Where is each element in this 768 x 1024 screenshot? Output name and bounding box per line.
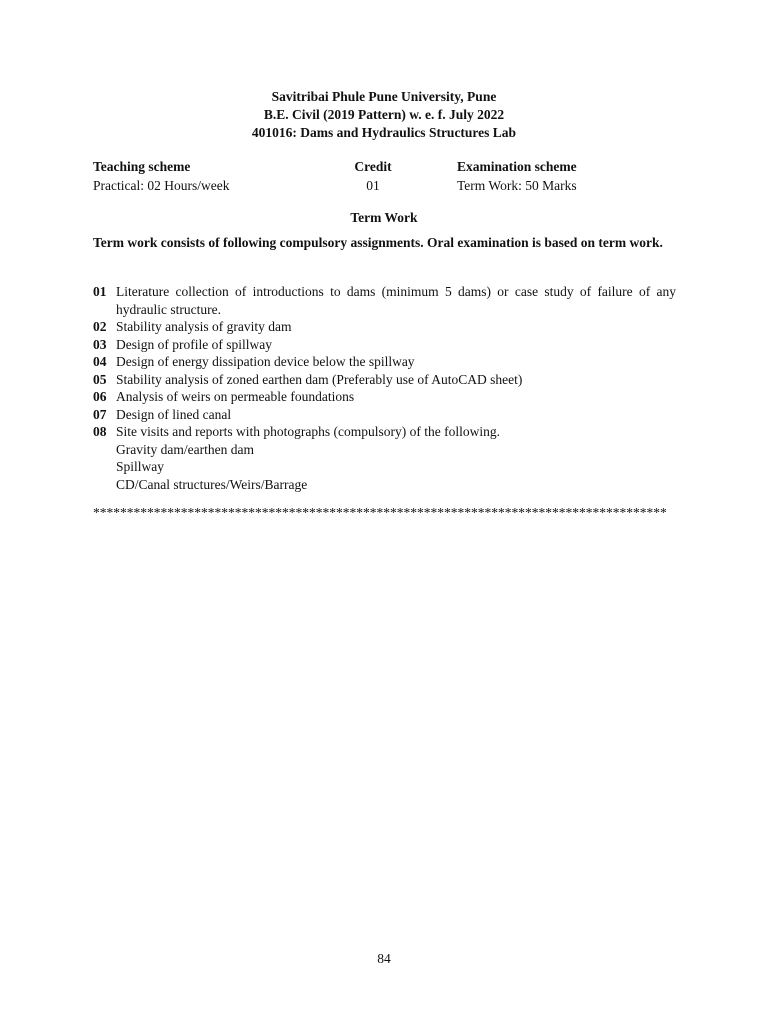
list-item <box>93 406 676 424</box>
item-text: Design of profile of spillway <box>116 336 272 352</box>
item-number: 02 <box>93 319 107 334</box>
teaching-scheme-column <box>93 157 313 195</box>
program-name: B.E. Civil (2019 Pattern) w. e. f. July 2022 <box>263 107 505 122</box>
list-item <box>93 423 676 493</box>
list-item <box>93 336 676 354</box>
item-number: 04 <box>93 354 107 369</box>
item-number: 03 <box>93 336 107 352</box>
item-text: Literature collection of introductions to dams (minimum 5 dams) or case study of failure of any hydraulic structure. <box>116 284 676 317</box>
separator-line: ************************************************************************************* <box>93 505 667 520</box>
list-item <box>93 283 676 318</box>
course-title: 401016: Dams and Hydraulics Structures Lab <box>251 125 517 140</box>
item-number: 07 <box>93 406 107 422</box>
teaching-scheme-heading: Teaching scheme <box>93 159 191 174</box>
item-number: 06 <box>93 389 107 404</box>
list-item <box>93 353 676 371</box>
item-text: Site visits and reports with photographs (compulsory) of the following. <box>116 424 500 439</box>
term-work-intro: Term work consists of following compulsory assignments. Oral examination is based on term work. <box>93 235 663 250</box>
credit-column <box>343 157 403 195</box>
sub-item: Gravity dam/earthen dam <box>116 441 254 457</box>
item-number: 05 <box>93 371 107 387</box>
document-header <box>0 88 768 142</box>
item-text: Design of lined canal <box>116 406 232 422</box>
item-number: 01 <box>93 284 107 299</box>
item-number: 08 <box>93 424 107 439</box>
examination-scheme-value: Term Work: 50 Marks <box>457 178 577 193</box>
item-text: Design of energy dissipation device below the spillway <box>116 354 415 369</box>
item-text: Stability analysis of zoned earthen dam (Preferably use of AutoCAD sheet) <box>116 371 523 387</box>
sub-item: Spillway <box>116 459 165 474</box>
item-text: Stability analysis of gravity dam <box>116 319 292 334</box>
item-text-with-subitems <box>116 423 676 493</box>
sub-item: CD/Canal structures/Weirs/Barrage <box>116 476 308 492</box>
examination-scheme-heading: Examination scheme <box>457 159 577 174</box>
credit-heading: Credit <box>354 159 392 174</box>
credit-value: 01 <box>366 178 380 193</box>
list-item <box>93 388 676 406</box>
list-item <box>93 371 676 389</box>
term-work-title: Term Work <box>350 210 418 225</box>
page-number: 84 <box>377 951 391 966</box>
examination-scheme-column <box>457 157 677 195</box>
teaching-scheme-value: Practical: 02 Hours/week <box>93 178 230 193</box>
item-text: Analysis of weirs on permeable foundations <box>116 389 355 404</box>
university-name: Savitribai Phule Pune University, Pune <box>271 89 497 104</box>
list-item <box>93 318 676 336</box>
assignment-list <box>93 283 676 493</box>
